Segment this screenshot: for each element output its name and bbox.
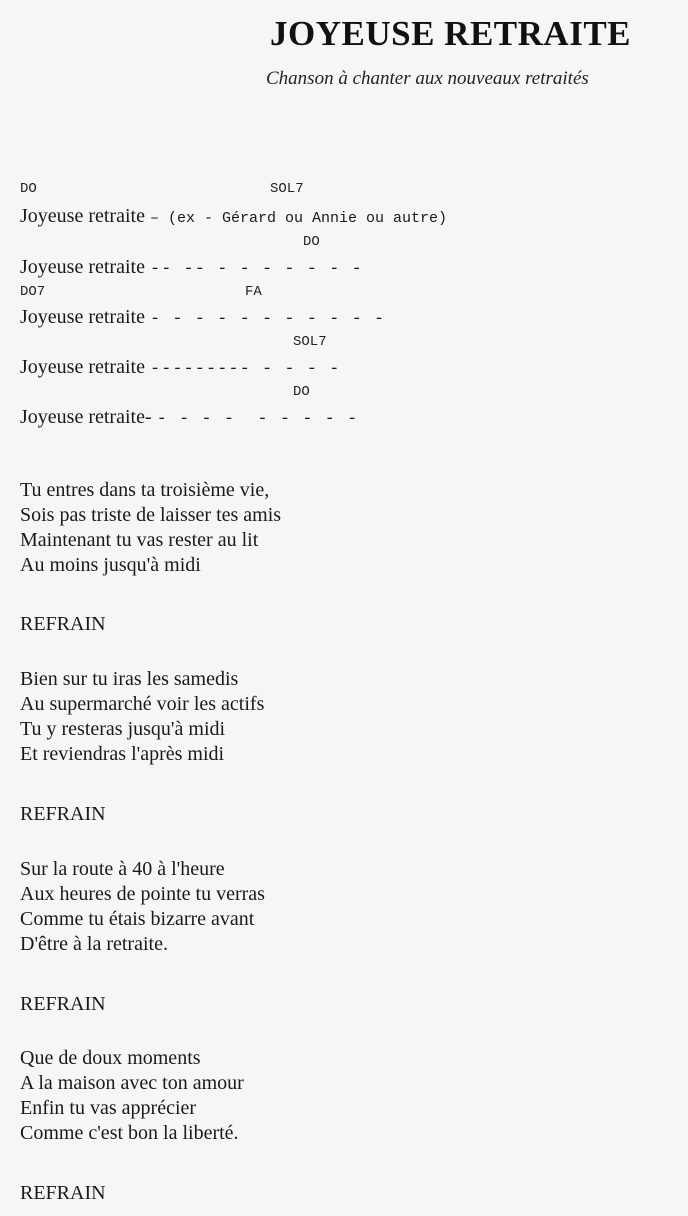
refrain-label: REFRAIN [20, 613, 106, 635]
verse-line: Et reviendras l'après midi [20, 743, 225, 765]
chord-label: DO [20, 181, 37, 197]
verse [20, 667, 264, 767]
verse-line: Enfin tu vas apprécier [20, 1097, 197, 1119]
chorus-line-text: Joyeuse retraite- [20, 406, 152, 428]
page-title: JOYEUSE RETRAITE [270, 14, 632, 53]
chord-label: DO [303, 234, 320, 250]
chorus-line-extra: – (ex - Gérard ou Annie ou autre) [149, 210, 448, 227]
verse-line: Au supermarché voir les actifs [20, 693, 265, 715]
refrain-label: REFRAIN [20, 803, 106, 825]
chord-label: SOL7 [270, 181, 304, 197]
chorus-line [20, 256, 363, 279]
chorus-line-extra: - - - - - - - - - - - [149, 310, 386, 329]
verse-line: Sois pas triste de laisser tes amis [20, 504, 282, 526]
chorus-line-text: Joyeuse retraite [20, 256, 145, 278]
page-subtitle: Chanson à chanter aux nouveaux retraités [266, 68, 589, 89]
chord-label: DO7 [20, 284, 46, 300]
verse-line: Maintenant tu vas rester au lit [20, 529, 259, 551]
verse-line: D'être à la retraite. [20, 933, 168, 955]
verse-line: Au moins jusqu'à midi [20, 554, 201, 576]
chorus-line-text: Joyeuse retraite [20, 205, 145, 227]
chorus-line [20, 356, 340, 379]
chorus-line [20, 205, 447, 228]
verse-line: Tu entres dans ta troisième vie, [20, 479, 270, 501]
chorus-line-text: Joyeuse retraite [20, 306, 145, 328]
chord-label: DO [293, 384, 310, 400]
verse-line: Tu y resteras jusqu'à midi [20, 718, 226, 740]
verse-line: Sur la route à 40 à l'heure [20, 858, 225, 880]
verse [20, 857, 265, 957]
chorus-line-extra: --------- - - - - [149, 360, 341, 379]
refrain-label: REFRAIN [20, 993, 106, 1015]
verse-line: Comme c'est bon la liberté. [20, 1122, 239, 1144]
chorus-line [20, 306, 385, 329]
refrain-label: REFRAIN [20, 1182, 106, 1204]
verse [20, 478, 281, 578]
verse-line: Bien sur tu iras les samedis [20, 668, 239, 690]
verse-line: Comme tu étais bizarre avant [20, 908, 255, 930]
chorus-line-extra: -- -- - - - - - - - [149, 260, 363, 279]
chorus-line-text: Joyeuse retraite [20, 356, 145, 378]
verse-line: Que de doux moments [20, 1047, 201, 1069]
chorus-line [20, 406, 358, 429]
verse [20, 1046, 244, 1146]
verse-line: A la maison avec ton amour [20, 1072, 244, 1094]
chord-label: FA [245, 284, 262, 300]
chorus-line-extra: - - - - - - - - - [156, 410, 359, 429]
chord-label: SOL7 [293, 334, 327, 350]
verse-line: Aux heures de pointe tu verras [20, 883, 265, 905]
